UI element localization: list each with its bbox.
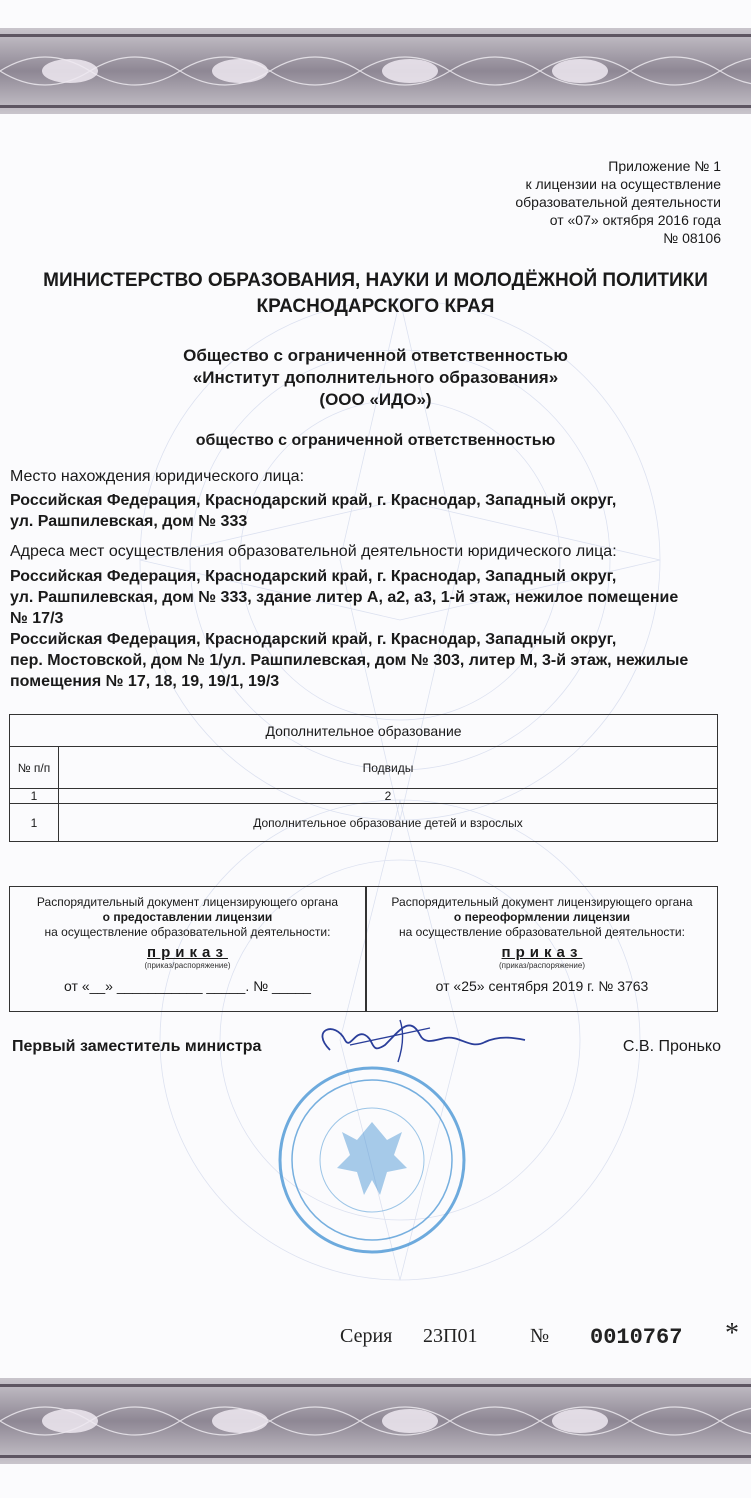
doc-box-issuance [9,886,366,1012]
column-index: 1 [10,789,59,804]
doc-type: приказ [147,944,228,961]
column-header-number: № п/п [10,747,59,789]
doc-box-line: на осуществление образовательной деятельности: [44,925,331,939]
series-value: 23П01 [423,1325,478,1347]
column-header-subtypes: Подвиды [59,747,718,789]
ministry-title [30,268,721,320]
activity-address-line: помещения № 17, 18, 19, 19/1, 19/3 [10,673,280,690]
top-border-ornament [0,28,751,114]
bottom-border-ornament [0,1378,751,1464]
serial-mark: * [725,1318,739,1349]
column-index: 2 [59,789,718,804]
activity-address-line: № 17/3 [10,610,64,627]
signer-name: С.В. Пронько [622,1038,721,1055]
number-value: 0010767 [590,1325,683,1350]
activity-address-line: Российская Федерация, Краснодарский край, г. Краснодар, Западный округ, [10,631,617,648]
annex-line: к лицензии на осуществление [525,176,721,192]
ministry-line-1: МИНИСТЕРСТВО ОБРАЗОВАНИЯ, НАУКИ И МОЛОДЁЖНОЙ ПОЛИТИКИ [43,270,708,291]
activity-address-line: ул. Рашпилевская, дом № 333, здание литер А, а2, а3, 1-й этаж, нежилое помещение [10,589,679,606]
doc-type-hint: (приказ/распоряжение) [498,961,585,970]
doc-box-purpose: о предоставлении лицензии [102,910,273,924]
doc-box-line: Распорядительный документ лицензирующего органа [36,895,339,909]
table-row-number: 1 [10,804,59,842]
doc-type: приказ [501,944,583,961]
org-line-2: «Институт дополнительного образования» [192,368,559,387]
doc-box-line: Распорядительный документ лицензирующего органа [391,895,693,909]
organization-name [30,345,721,411]
doc-box-purpose: о переоформлении лицензии [453,910,631,924]
signer-position: Первый заместитель министра [12,1038,262,1055]
official-stamp-seal [272,1060,472,1260]
annex-line: образовательной деятельности [515,194,721,210]
legal-address-label: Место нахождения юридического лица: [10,468,305,485]
doc-date-number: от «25» сентября 2019 г. № 3763 [435,978,649,994]
legal-address-line: Российская Федерация, Краснодарский край, г. Краснодар, Западный округ, [10,492,617,509]
org-line-1: Общество с ограниченной ответственностью [183,346,568,365]
education-table [9,714,718,842]
table-title: Дополнительное образование [10,715,718,747]
activity-address-line: Российская Федерация, Краснодарский край, г. Краснодар, Западный округ, [10,568,617,585]
activity-address-label: Адреса мест осуществления образовательной деятельности юридического лица: [10,543,617,560]
table-row-value: Дополнительное образование детей и взрослых [59,804,718,842]
activity-address-value [10,566,710,692]
doc-type-hint: (приказ/распоряжение) [144,961,231,970]
organization-form: общество с ограниченной ответственностью [195,432,556,449]
doc-box-line: на осуществление образовательной деятельности: [399,925,685,939]
annex-title: Приложение № 1 [608,158,721,174]
legal-address-value [10,490,710,532]
number-label: № [530,1325,550,1347]
doc-date-number: от «__» ___________ _____. № _____ [64,978,311,994]
ministry-line-2: КРАСНОДАРСКОГО КРАЯ [256,296,495,317]
annex-date: от «07» октября 2016 года [549,212,721,228]
activity-address-line: пер. Мостовской, дом № 1/ул. Рашпилевская, дом № 303, литер М, 3-й этаж, нежилые [10,652,689,669]
legal-address-line: ул. Рашпилевская, дом № 333 [10,513,248,530]
doc-box-reissuance [366,886,718,1012]
series-label: Серия [340,1325,393,1347]
annex-block [515,157,721,247]
annex-number: № 08106 [663,230,721,246]
org-short-name: (ООО «ИДО») [319,390,432,409]
